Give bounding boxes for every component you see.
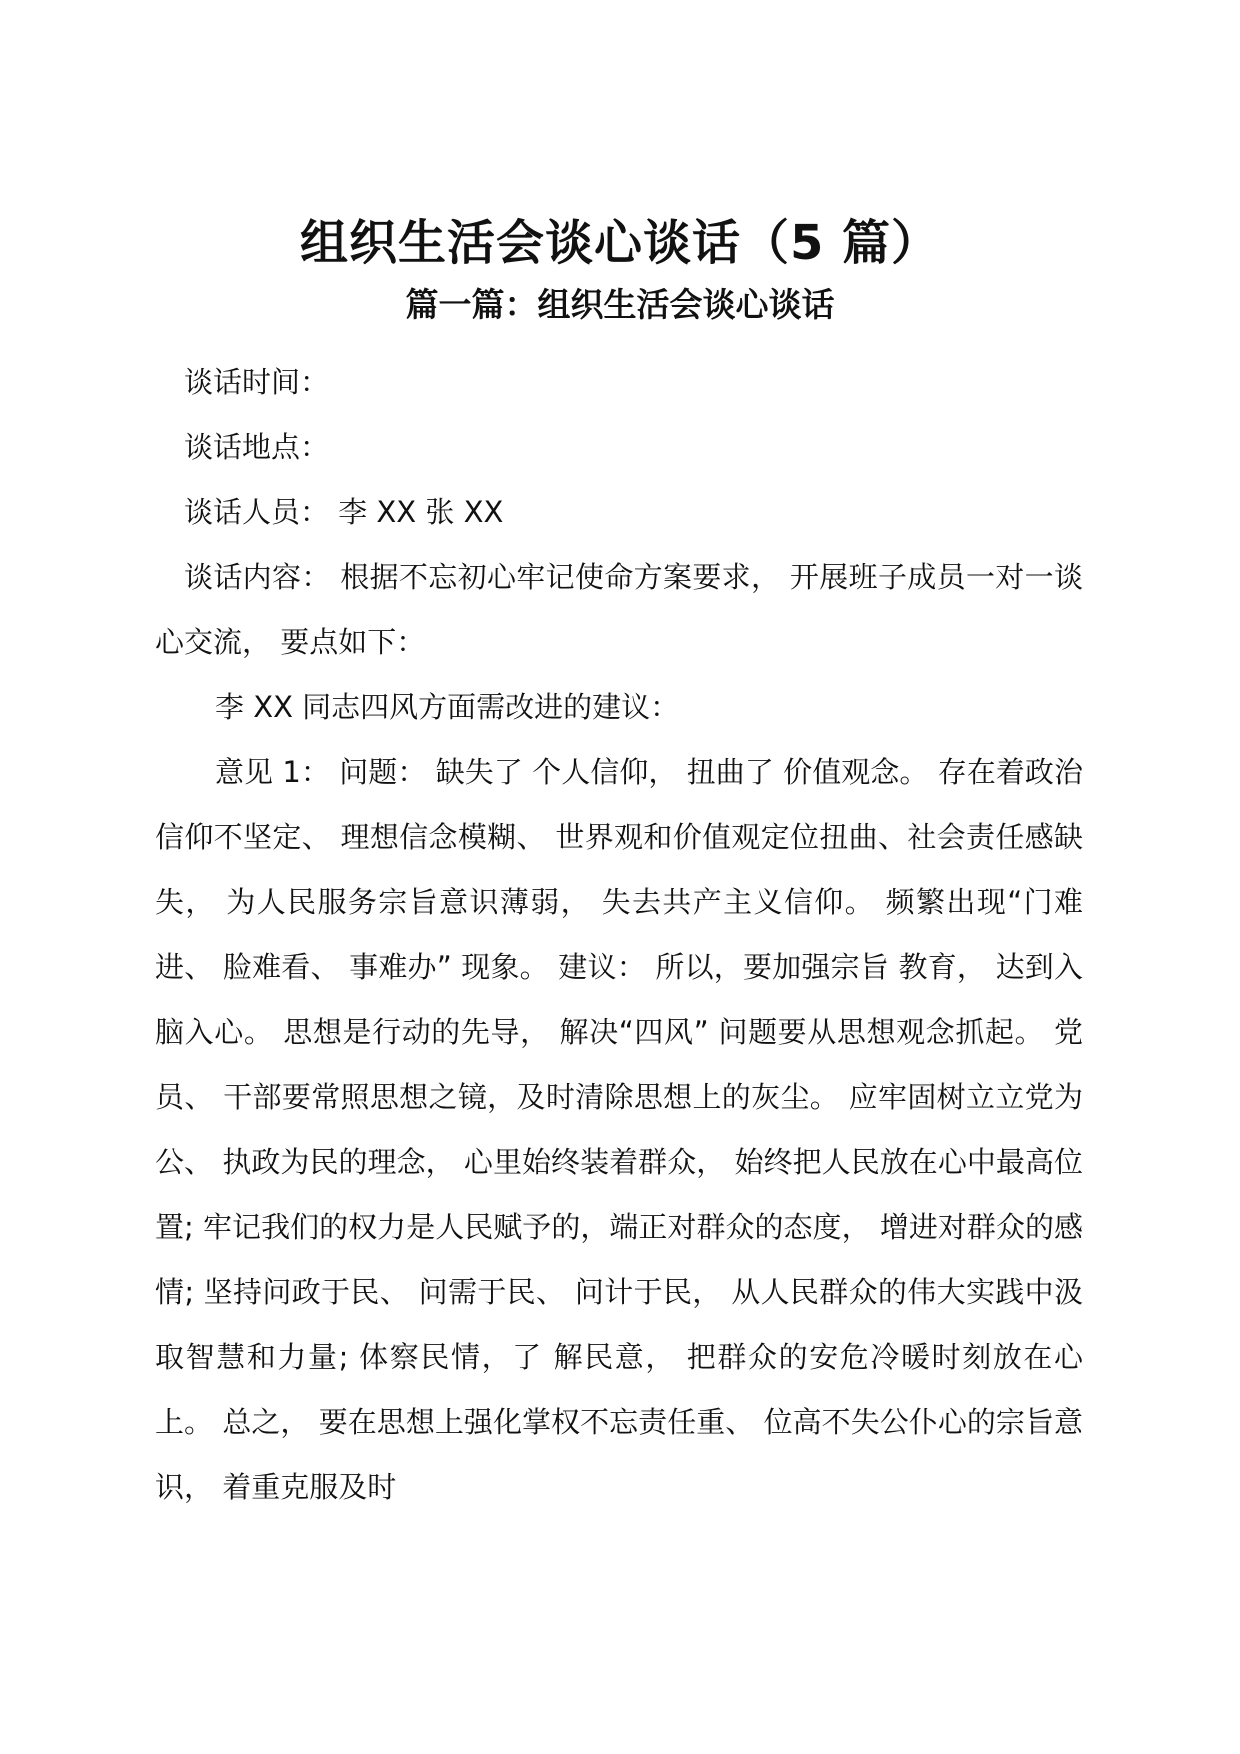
document-title: 组织生活会谈心谈话（5 篇） — [299, 215, 941, 271]
document-body — [155, 350, 1083, 1520]
opinion-paragraph: 意见 1： 问题： 缺失了 个人信仰， 扭曲了 价值观念。 存在着政治信仰不坚定、 理想信念模糊、 世界观和价值观定位扭曲、社会责任感缺失， 为人民服务宗旨意识薄弱， 失去共产主义信仰。 频繁出现“门难进、 脸难看、 事难办” 现象。 建议： 所以，要加强宗旨 教育， 达到入脑入心。 思想是行动的先导， 解决“四风” 问题要从思想观念抓起。 党员、 干部要常照思想之镜，及时清除思想上的灰尘。 应牢固树立立党为公、 执政为民的理念， 心里始终装着群众， 始终把人民放在心中最高位置; 牢记我们的权力是人民赋予的，端正对群众的态度， 增进对群众的感情; 坚持问政于民、 问需于民、 问计于民， 从人民群众的伟大实践中汲取智慧和力量; 体察民情，了 解民意， 把群众的安危冷暖时刻放在心上。 总之， 要在思想上强化掌权不忘责任重、 位高不失公仆心的宗旨意识， 着重克服及时 — [155, 755, 1083, 1504]
section-heading: 李 XX 同志四风方面需改进的建议： — [215, 690, 680, 724]
talk-time-field: 谈话时间： — [184, 365, 330, 399]
talk-people-field: 谈话人员： 李 XX 张 XX — [184, 495, 504, 529]
talk-content-paragraph: 谈话内容： 根据不忘初心牢记使命方案要求， 开展班子成员一对一谈心交流， 要点如下： — [155, 560, 1083, 659]
talk-place-field: 谈话地点： — [184, 430, 330, 464]
document-subtitle: 篇一篇：组织生活会谈心谈话 — [405, 285, 835, 324]
